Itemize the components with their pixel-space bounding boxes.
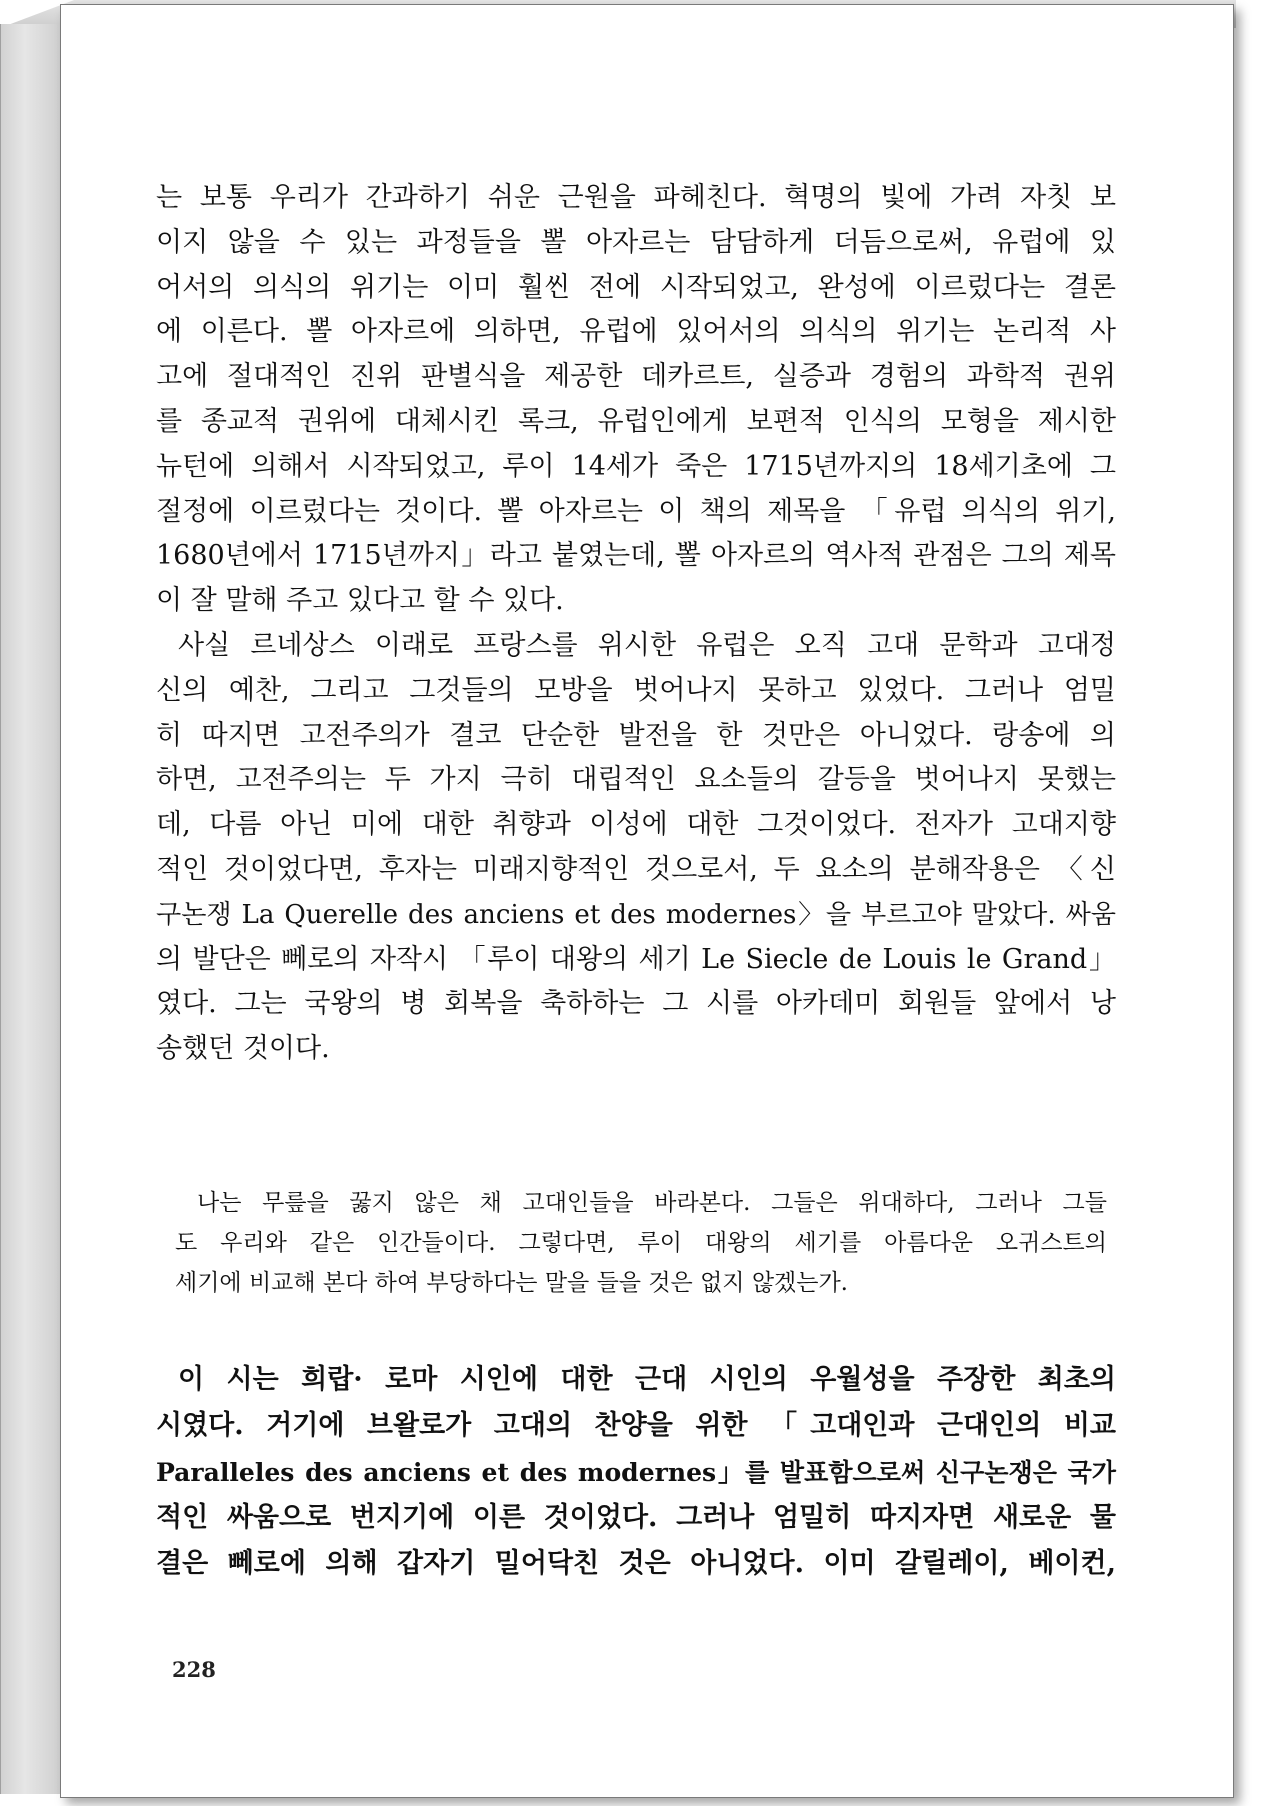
quote-line: 도 우리와 같은 인간들이다. 그렇다면, 루이 대왕의 세기를 아름다운 오귀스트의 bbox=[175, 1230, 1107, 1256]
text-line: 구논쟁 La Querelle des anciens et des modernes〉을 부르고야 말았다. 싸움 bbox=[156, 899, 1116, 930]
text-line: 이 잘 말해 주고 있다고 할 수 있다. bbox=[156, 585, 564, 617]
text-line: 의 발단은 뻬로의 자작시 「루이 대왕의 세기 Le Siecle de Louis le Grand」 bbox=[156, 943, 1116, 975]
text-line: 이지 않을 수 있는 과정들을 뽈 아자르는 담담하게 더듬으로써, 유럽에 있 bbox=[156, 226, 1116, 258]
text-line: 였다. 그는 국왕의 병 회복을 축하하는 그 시를 아카데미 회원들 앞에서 낭 bbox=[156, 988, 1116, 1020]
text-line: 사실 르네상스 이래로 프랑스를 위시한 유럽은 오직 고대 문학과 고대정 bbox=[178, 629, 1116, 661]
text-line: 시였다. 거기에 브왈로가 고대의 찬양을 위한 「고대인과 근대인의 비교 bbox=[156, 1410, 1116, 1441]
text-line: 는 보통 우리가 간과하기 쉬운 근원을 파헤친다. 혁명의 빛에 가려 자칫 보 bbox=[156, 182, 1116, 213]
text-line: 적인 싸움으로 번지기에 이른 것이었다. 그러나 엄밀히 따지자면 새로운 물 bbox=[156, 1502, 1116, 1533]
block-quote bbox=[175, 1183, 1107, 1303]
book-spine bbox=[0, 24, 61, 1794]
text-line: Paralleles des anciens et des modernes」를 발표함으로써 신구논쟁은 국가 bbox=[156, 1457, 1116, 1487]
quote-line: 나는 무릎을 꿇지 않은 채 고대인들을 바라본다. 그들은 위대하다, 그러나 그들 bbox=[197, 1190, 1107, 1216]
text-line: 뉴턴에 의해서 시작되었고, 루이 14세가 죽은 1715년까지의 18세기초에 그 bbox=[156, 450, 1116, 482]
text-line: 를 종교적 권위에 대체시킨 록크, 유럽인에게 보편적 인식의 모형을 제시한 bbox=[156, 405, 1116, 437]
text-line: 고에 절대적인 진위 판별식을 제공한 데카르트, 실증과 경험의 과학적 권위 bbox=[156, 361, 1116, 393]
text-line: 1680년에서 1715년까지」라고 붙였는데, 뽈 아자르의 역사적 관점은 그의 제목 bbox=[156, 540, 1116, 572]
text-line: 데, 다름 아닌 미에 대한 취향과 이성에 대한 그것이었다. 전자가 고대지향 bbox=[156, 809, 1116, 841]
text-line: 히 따지면 고전주의가 결코 단순한 발전을 한 것만은 아니었다. 랑송에 의 bbox=[156, 719, 1116, 751]
text-line: 적인 것이었다면, 후자는 미래지향적인 것으로서, 두 요소의 분해작용은 〈신 bbox=[156, 853, 1116, 885]
closing-paragraph bbox=[156, 1357, 1116, 1587]
text-line: 어서의 의식의 위기는 이미 훨씬 전에 시작되었고, 완성에 이르렀다는 결론 bbox=[156, 271, 1116, 303]
text-line: 이 시는 희랍· 로마 시인에 대한 근대 시인의 우월성을 주장한 최초의 bbox=[178, 1364, 1116, 1395]
text-line: 하면, 고전주의는 두 가지 극히 대립적인 요소들의 갈등을 벗어나지 못했는 bbox=[156, 764, 1116, 796]
text-line: 신의 예찬, 그리고 그것들의 모방을 벗어나지 못하고 있었다. 그러나 엄밀 bbox=[156, 674, 1116, 706]
quote-line: 세기에 비교해 본다 하여 부당하다는 말을 들을 것은 없지 않겠는가. bbox=[175, 1270, 848, 1296]
page-number: 228 bbox=[172, 1657, 216, 1682]
text-line: 송했던 것이다. bbox=[156, 1033, 330, 1065]
text-line: 절정에 이르렀다는 것이다. 뽈 아자르는 이 책의 제목을 「유럽 의식의 위기, bbox=[156, 495, 1116, 527]
main-paragraphs bbox=[156, 176, 1116, 1072]
text-line: 결은 뻬로에 의해 갑자기 밀어닥친 것은 아니었다. 이미 갈릴레이, 베이컨, bbox=[156, 1548, 1116, 1579]
text-line: 에 이른다. 뽈 아자르에 의하면, 유럽에 있어서의 의식의 위기는 논리적 사 bbox=[156, 316, 1116, 348]
